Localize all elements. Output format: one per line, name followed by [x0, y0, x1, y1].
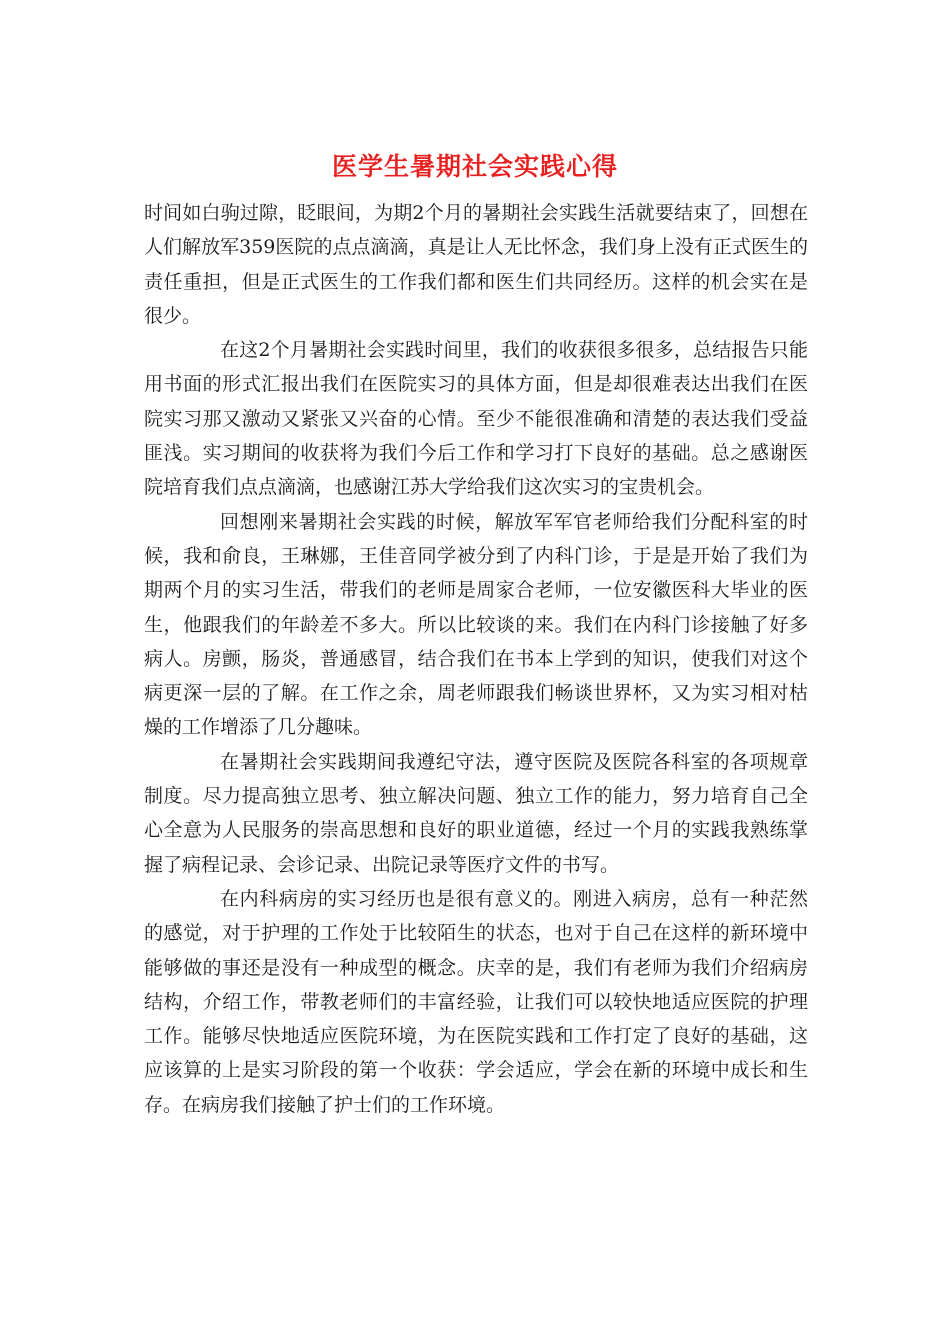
paragraph-2: 在这2个月暑期社会实践时间里，我们的收获很多很多，总结报告只能用书面的形式汇报出我们在医院实习的具体方面，但是却很难表达出我们在医院实习那又激动又紧张又兴奋的心情。至少不能很准确和清楚的表达我们受益匪浅。实习期间的收获将为我们今后工作和学习打下良好的基础。总之感谢医院培育我们点点滴滴，也感谢江苏大学给我们这次实习的宝贵机会。 [144, 339, 808, 499]
document-body [144, 196, 808, 1122]
document-title: 医学生暑期社会实践心得 [331, 152, 618, 181]
paragraph-1: 时间如白驹过隙，眨眼间，为期2个月的暑期社会实践生活就要结束了，回想在人们解放军359医院的点点滴滴，真是让人无比怀念，我们身上没有正式医生的责任重担，但是正式医生的工作我们都和医生们共同经历。这样的机会实在是很少。 [144, 202, 808, 327]
paragraph-3: 回想刚来暑期社会实践的时候，解放军军官老师给我们分配科室的时候，我和俞良，王琳娜，王佳音同学被分到了内科门诊，于是是开始了我们为期两个月的实习生活，带我们的老师是周家合老师，一位安徽医科大毕业的医生，他跟我们的年龄差不多大。所以比较谈的来。我们在内科门诊接触了好多病人。房颤，肠炎，普通感冒，结合我们在书本上学到的知识，使我们对这个病更深一层的了解。在工作之余，周老师跟我们畅谈世界杯，又为实习相对枯燥的工作增添了几分趣味。 [144, 510, 808, 739]
paragraph-4: 在暑期社会实践期间我遵纪守法，遵守医院及医院各科室的各项规章制度。尽力提高独立思考、独立解决问题、独立工作的能力，努力培育自己全心全意为人民服务的崇高思想和良好的职业道德，经过一个月的实践我熟练掌握了病程记录、会诊记录、出院记录等医疗文件的书写。 [144, 750, 808, 876]
paragraph-5: 在内科病房的实习经历也是很有意义的。刚进入病房，总有一种茫然的感觉，对于护理的工作处于比较陌生的状态，也对于自己在这样的新环境中能够做的事还是没有一种成型的概念。庆幸的是，我们有老师为我们介绍病房结构，介绍工作，带教老师们的丰富经验，让我们可以较快地适应医院的护理工作。能够尽快地适应医院环境，为在医院实践和工作打定了良好的基础，这应该算的上是实习阶段的第一个收获：学会适应，学会在新的环境中成长和生存。在病房我们接触了护士们的工作环境。 [144, 887, 808, 1116]
